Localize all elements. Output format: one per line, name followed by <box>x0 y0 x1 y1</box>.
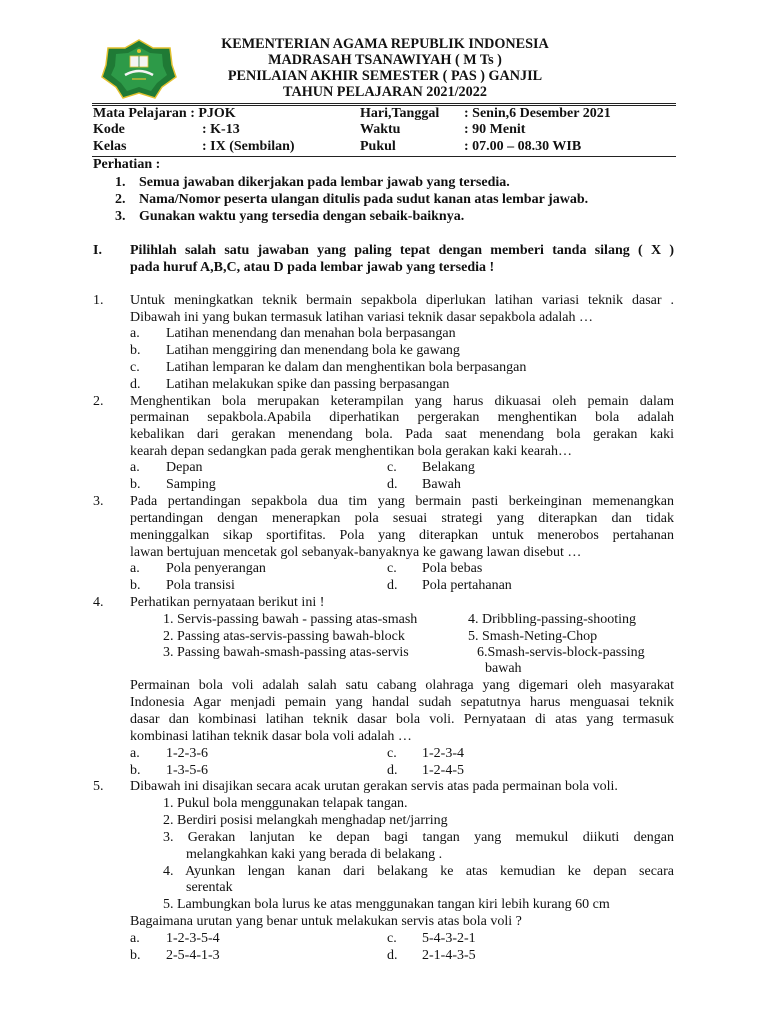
option-letter: d. <box>130 377 141 392</box>
step-item: 2. Berdiri posisi melangkah menghadap net/jarring <box>163 813 448 828</box>
code-label: Kode <box>93 122 125 137</box>
option-text: Latihan melakukan spike dan passing berpasangan <box>166 377 450 392</box>
question-text: Untuk meningkatkan teknik bermain sepakbola diperlukan latihan variasi teknik dasar . <box>130 293 674 308</box>
question-number: 3. <box>93 494 104 509</box>
question-text: Dibawah ini yang bukan termasuk latihan variasi teknik dasar sepakbola adalah … <box>130 310 594 325</box>
notes-title: Perhatian : <box>93 157 161 172</box>
option-letter: a. <box>130 931 140 946</box>
class-value: : IX (Sembilan) <box>202 139 295 154</box>
date-label: Hari,Tanggal <box>360 106 440 121</box>
option-text: Depan <box>166 460 203 475</box>
duration-value: : 90 Menit <box>464 122 526 137</box>
question-number: 5. <box>93 779 104 794</box>
question-text: Dibawah ini disajikan secara acak urutan gerakan servis atas pada permainan bola voli. <box>130 779 618 794</box>
option-letter: b. <box>130 578 141 593</box>
option-text: 2-1-4-3-5 <box>422 948 476 963</box>
option-text: 5-4-3-2-1 <box>422 931 476 946</box>
option-letter: b. <box>130 343 141 358</box>
option-letter: a. <box>130 326 140 341</box>
kemenag-logo <box>100 38 178 100</box>
statement-item: 4. Dribbling-passing-shooting <box>468 612 636 627</box>
note-number: 3. <box>115 209 126 224</box>
step-item: 1. Pukul bola menggunakan telapak tangan. <box>163 796 408 811</box>
option-letter: c. <box>387 561 397 576</box>
option-letter: b. <box>130 948 141 963</box>
note-item: Semua jawaban dikerjakan pada lembar jawab yang tersedia. <box>139 175 510 190</box>
class-label: Kelas <box>93 139 127 154</box>
date-value: : Senin,6 Desember 2021 <box>464 106 611 121</box>
time-label: Pukul <box>360 139 396 154</box>
question-text: Menghentikan bola merupakan keterampilan yang harus dikuasai oleh pemain dalam <box>130 394 674 409</box>
option-letter: c. <box>387 460 397 475</box>
option-letter: c. <box>130 360 140 375</box>
statement-item: 6.Smash-servis-block-passing <box>477 645 645 660</box>
option-letter: d. <box>387 763 398 778</box>
section-number: I. <box>93 243 102 258</box>
question-text: Pada pertandingan sepakbola dua tim yang bermain pasti berkeinginan memenangkan <box>130 494 674 509</box>
option-text: Samping <box>166 477 216 492</box>
question-text: Indonesia Agar menjadi pemain yang handal sudah sepatutnya harus menguasai teknik <box>130 695 674 710</box>
option-text: 1-2-3-5-4 <box>166 931 220 946</box>
section-instruction: Pilihlah salah satu jawaban yang paling tepat dengan memberi tanda silang ( X ) <box>130 243 674 258</box>
option-text: Latihan menendang dan menahan bola berpasangan <box>166 326 456 341</box>
question-text: dasar dan kombinasi latihan teknik dasar bola voli. Pernyataan di atas yang termasuk <box>130 712 674 727</box>
option-letter: b. <box>130 477 141 492</box>
info-rule <box>92 156 676 157</box>
header-ministry: KEMENTERIAN AGAMA REPUBLIK INDONESIA <box>221 36 549 52</box>
step-item: 4. Ayunkan lengan kanan dari belakang ke atas kemudian ke depan secara <box>163 864 674 879</box>
header-year: TAHUN PELAJARAN 2021/2022 <box>283 84 487 100</box>
subject-field: Mata Pelajaran : PJOK <box>93 106 236 121</box>
question-text: lawan bertujuan mencetak gol sebanyak-banyaknya ke gawang lawan disebut … <box>130 545 582 560</box>
option-letter: d. <box>387 578 398 593</box>
option-text: Latihan menggiring dan menendang bola ke gawang <box>166 343 460 358</box>
option-letter: a. <box>130 561 140 576</box>
question-text: pertandingan dengan menerapkan pola sesuai strategi yang diterapkan dan tidak <box>130 511 674 526</box>
option-text: 1-2-4-5 <box>422 763 464 778</box>
time-value: : 07.00 – 08.30 WIB <box>464 139 582 154</box>
option-text: Belakang <box>422 460 475 475</box>
note-number: 2. <box>115 192 126 207</box>
question-text: meninggalkan sikap sportifitas. Pola yang diterapkan untuk menerobos pertahanan <box>130 528 674 543</box>
question-text: Bagaimana urutan yang benar untuk melakukan servis atas bola voli ? <box>130 914 522 929</box>
question-text: kebalikan dari gerakan menendang bola. Pada saat menendang bola gerakan kaki <box>130 427 674 442</box>
option-text: 1-2-3-4 <box>422 746 464 761</box>
option-letter: d. <box>387 948 398 963</box>
step-item: 3. Gerakan lanjutan ke depan bagi tangan yang memukul diikuti dengan <box>163 830 674 845</box>
question-number: 4. <box>93 595 104 610</box>
option-text: 1-3-5-6 <box>166 763 208 778</box>
statement-item: bawah <box>485 661 522 676</box>
step-item: serentak <box>186 880 233 895</box>
statement-item: 1. Servis-passing bawah - passing atas-smash <box>163 612 418 627</box>
step-item: melangkahkan kaki yang berada di belakang . <box>186 847 443 862</box>
statement-item: 5. Smash-Neting-Chop <box>468 629 598 644</box>
option-text: Pola transisi <box>166 578 235 593</box>
option-letter: a. <box>130 746 140 761</box>
code-value: : K-13 <box>202 122 240 137</box>
header-rule-top <box>92 103 676 104</box>
duration-label: Waktu <box>360 122 401 137</box>
option-text: 1-2-3-6 <box>166 746 208 761</box>
question-text: kombinasi latihan teknik dasar bola voli adalah … <box>130 729 412 744</box>
note-number: 1. <box>115 175 126 190</box>
header-exam: PENILAIAN AKHIR SEMESTER ( PAS ) GANJIL <box>227 68 543 84</box>
option-letter: c. <box>387 746 397 761</box>
step-item: 5. Lambungkan bola lurus ke atas menggunakan tangan kiri lebih kurang 60 cm <box>163 897 610 912</box>
note-item: Nama/Nomor peserta ulangan ditulis pada sudut kanan atas lembar jawab. <box>139 192 589 207</box>
option-letter: b. <box>130 763 141 778</box>
question-number: 1. <box>93 293 104 308</box>
option-text: Latihan lemparan ke dalam dan menghentikan bola berpasangan <box>166 360 527 375</box>
option-text: Pola penyerangan <box>166 561 266 576</box>
option-text: 2-5-4-1-3 <box>166 948 220 963</box>
statement-item: 2. Passing atas-servis-passing bawah-block <box>163 629 405 644</box>
section-instruction: pada huruf A,B,C, atau D pada lembar jawab yang tersedia ! <box>130 260 495 275</box>
question-text: kearah depan sedangkan pada gerak menghentikan bola gerakan kaki kearah… <box>130 444 572 459</box>
question-number: 2. <box>93 394 104 409</box>
note-item: Gunakan waktu yang tersedia dengan sebaik-baiknya. <box>139 209 465 224</box>
statement-item: 3. Passing bawah-smash-passing atas-servis <box>163 645 409 660</box>
option-text: Pola pertahanan <box>422 578 512 593</box>
option-letter: c. <box>387 931 397 946</box>
header-school: MADRASAH TSANAWIYAH ( M Ts ) <box>268 52 502 68</box>
question-text: permainan sepakbola.Apabila diperhatikan pergerakan menghentikan bola adalah <box>130 410 674 425</box>
option-text: Bawah <box>422 477 461 492</box>
question-text: Permainan bola voli adalah salah satu cabang olahraga yang digemari oleh masyarakat <box>130 678 674 693</box>
option-letter: a. <box>130 460 140 475</box>
question-text: Perhatikan pernyataan berikut ini ! <box>130 595 325 610</box>
option-text: Pola bebas <box>422 561 483 576</box>
option-letter: d. <box>387 477 398 492</box>
